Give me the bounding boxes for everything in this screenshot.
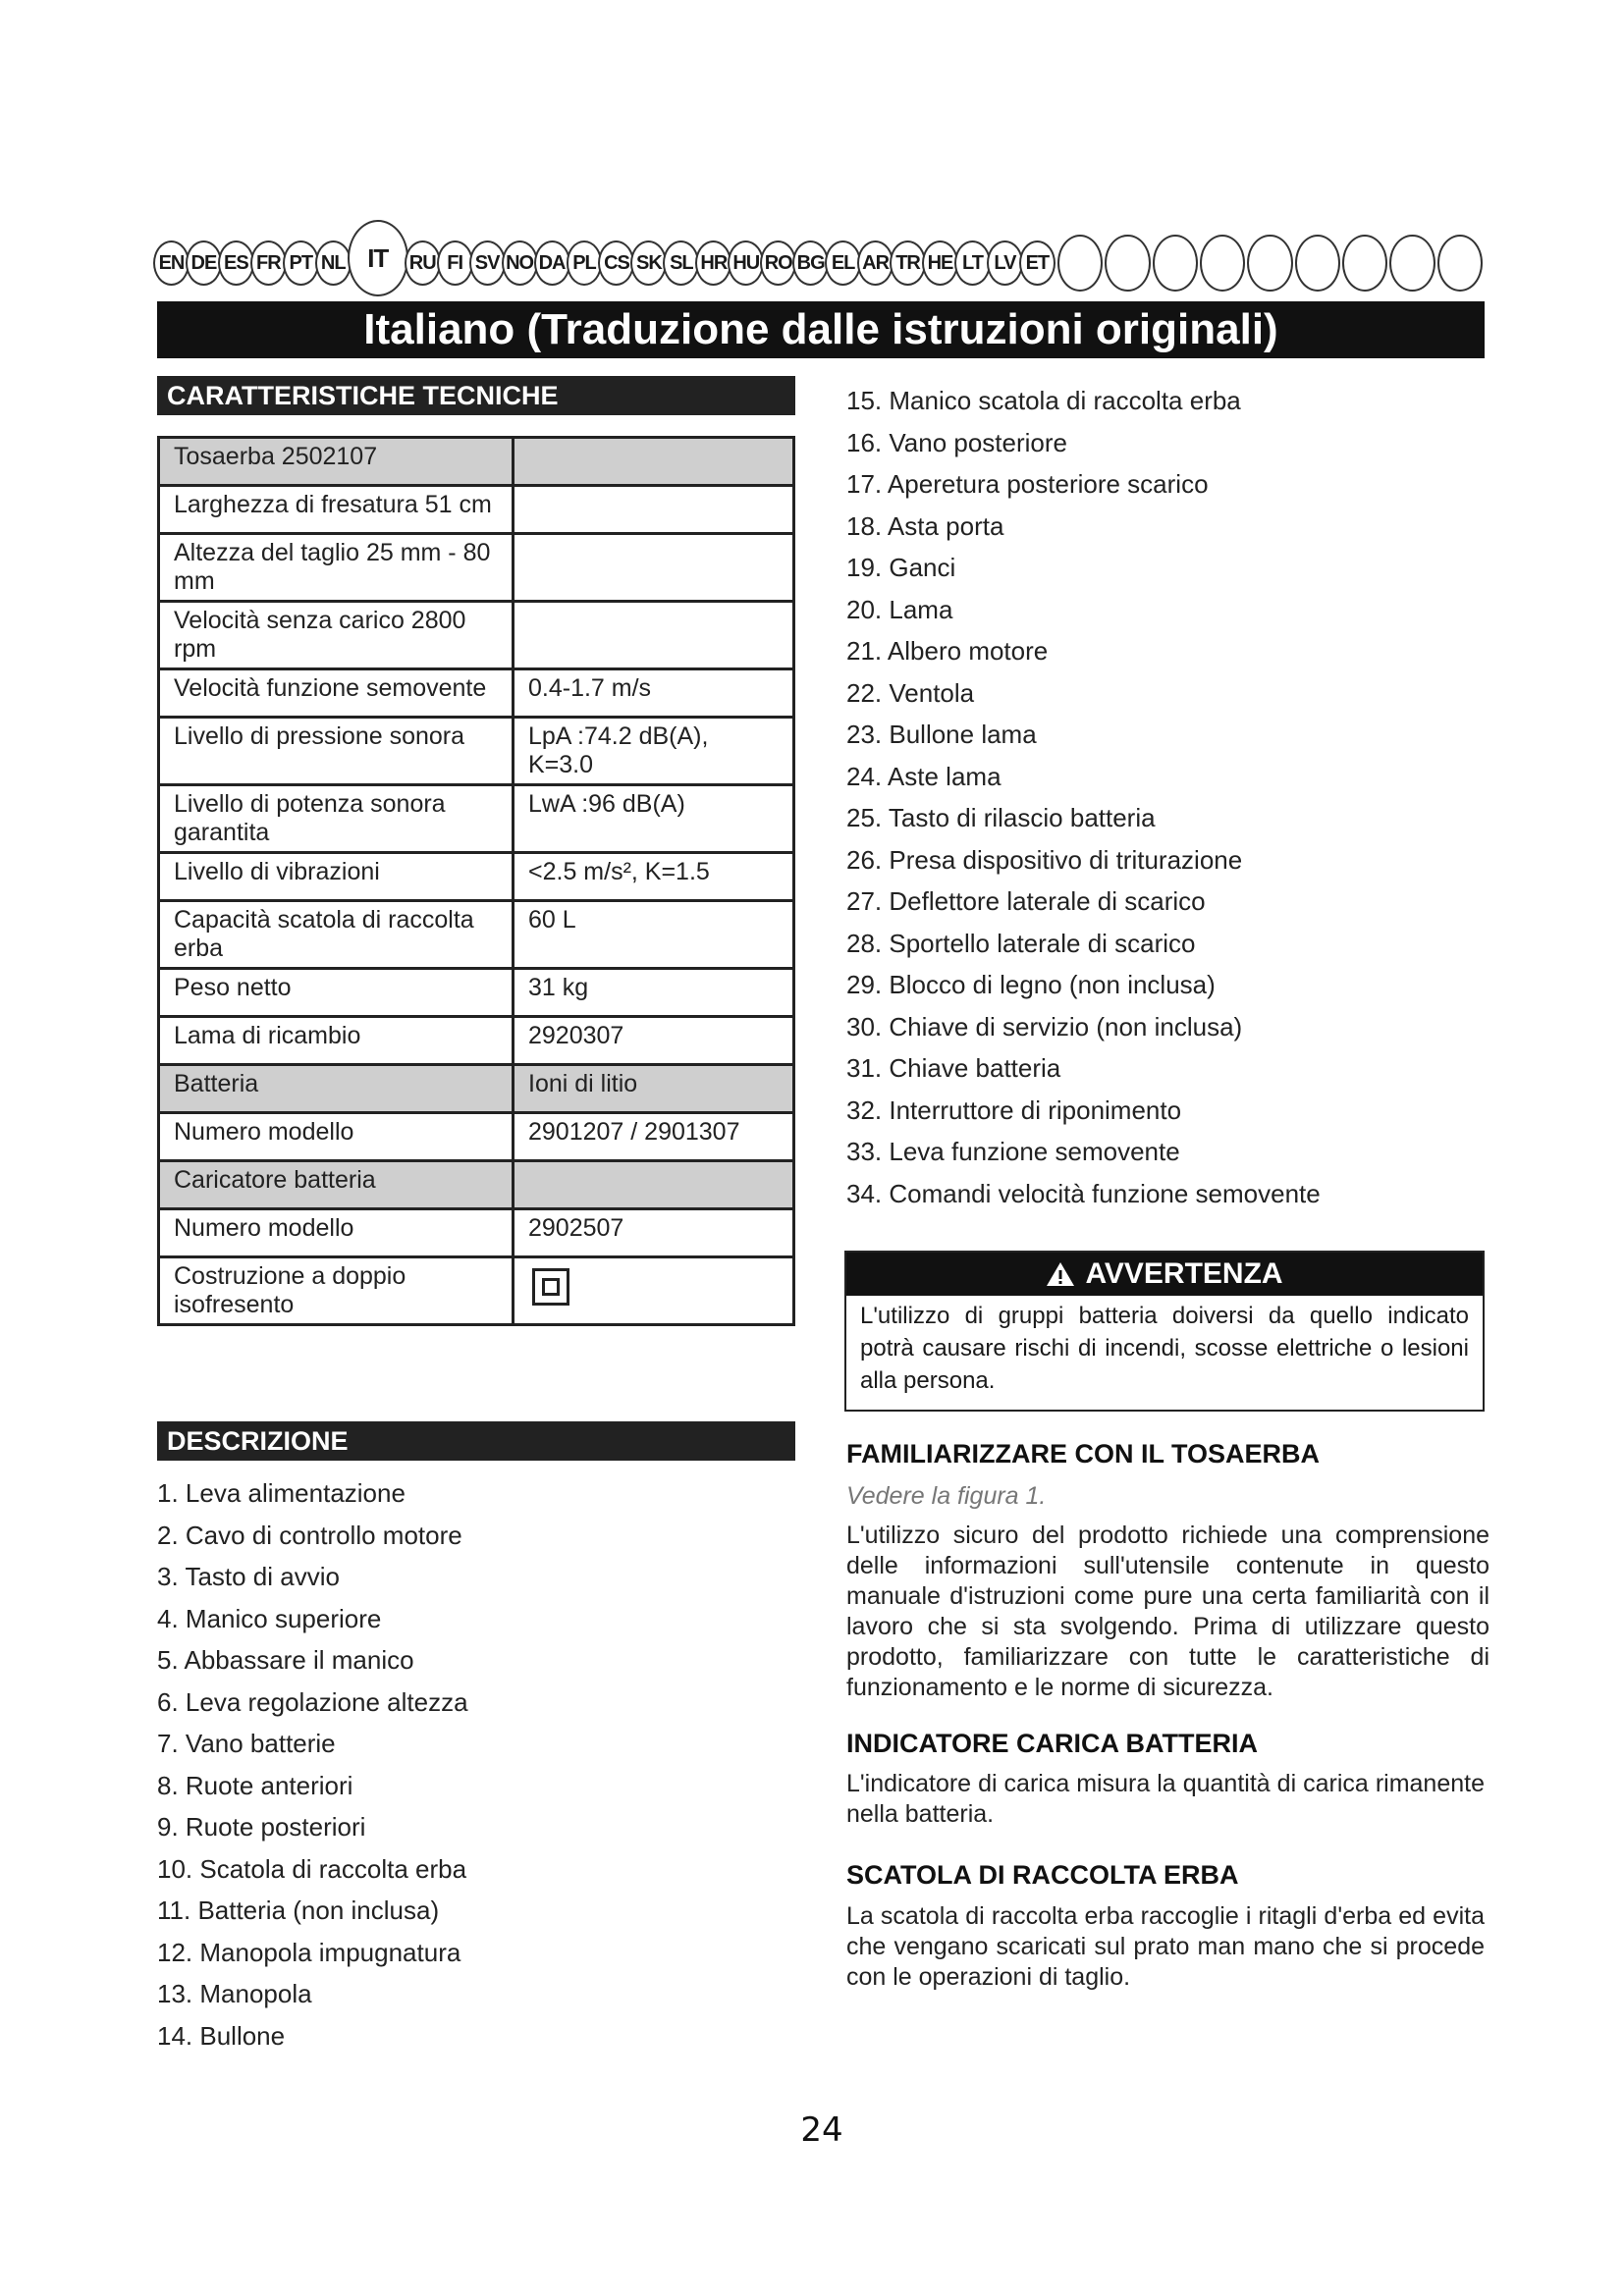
spec-value: LwA :96 dB(A): [514, 785, 794, 853]
spec-value: [514, 1257, 794, 1325]
spec-row: [159, 1113, 794, 1161]
grass-box-heading: SCATOLA DI RACCOLTA ERBA: [846, 1860, 1239, 1890]
spec-row: [159, 853, 794, 901]
spec-row: [159, 901, 794, 969]
figure-reference: Vedere la figura 1.: [846, 1482, 1047, 1510]
description-item: 3. Tasto di avvio: [157, 1562, 340, 1591]
language-tab-he: HE: [922, 240, 958, 286]
language-tab-empty: [1057, 235, 1103, 292]
description-item: 28. Sportello laterale di scarico: [846, 928, 1196, 958]
spec-value: 2920307: [514, 1017, 794, 1065]
language-tab-no: NO: [502, 240, 538, 286]
language-tab-ar: AR: [857, 240, 893, 286]
spec-row: [159, 1161, 794, 1209]
language-tab-sk: SK: [630, 240, 667, 286]
spec-value: 0.4-1.7 m/s: [514, 669, 794, 718]
familiarize-text: L'utilizzo sicuro del prodotto richiede una comprensione delle informazioni sull'utensile contenute in questo manuale d'istruzioni come pure una certa familiarità con il lavoro che si sta svolgendo. Prima di utilizzare questo prodotto, familiarizzare con tutte le caratteristiche di funzionamento e le norme di sicurezza.: [846, 1522, 1489, 1701]
description-item: 20. Lama: [846, 594, 953, 624]
spec-value: [514, 602, 794, 669]
grass-box-text: La scatola di raccolta erba raccoglie i ritagli d'erba ed evita che vengano scaricati sul prato man mano che si procede con le operazioni di taglio.: [846, 1902, 1485, 1991]
page-number: 24: [800, 2110, 843, 2150]
description-item: 11. Batteria (non inclusa): [157, 1896, 440, 1925]
description-list-left: [157, 1472, 785, 2056]
warning-header: [846, 1253, 1483, 1296]
page-title: Italiano (Traduzione dalle istruzioni originali): [157, 301, 1485, 358]
language-tab-ru: RU: [405, 240, 441, 286]
description-item: 8. Ruote anteriori: [157, 1770, 353, 1800]
language-tab-hr: HR: [695, 240, 731, 286]
spec-value: LpA :74.2 dB(A), K=3.0: [514, 718, 794, 785]
spec-value: 2901207 / 2901307: [514, 1113, 794, 1161]
language-tab-empty: [1200, 235, 1245, 292]
description-item: 21. Albero motore: [846, 636, 1049, 666]
warning-box: [844, 1251, 1485, 1412]
spec-row: [159, 438, 794, 486]
spec-value: [514, 534, 794, 602]
spec-label: Numero modello: [159, 1113, 514, 1161]
description-item: 12. Manopola impugnatura: [157, 1937, 461, 1967]
spec-label: Altezza del taglio 25 mm - 80 mm: [159, 534, 514, 602]
spec-label: Peso netto: [159, 969, 514, 1017]
description-item: 34. Comandi velocità funzione semovente: [846, 1178, 1321, 1208]
description-item: 32. Interruttore di riponimento: [846, 1095, 1182, 1125]
spec-value: [514, 438, 794, 486]
spec-value: 2902507: [514, 1209, 794, 1257]
language-tab-cs: CS: [598, 240, 634, 286]
spec-value: <2.5 m/s², K=1.5: [514, 853, 794, 901]
description-item: 10. Scatola di raccolta erba: [157, 1853, 467, 1884]
spec-label: Caricatore batteria: [159, 1161, 514, 1209]
language-tab-empty: [1105, 235, 1150, 292]
language-tab-el: EL: [825, 240, 861, 286]
description-item: 30. Chiave di servizio (non inclusa): [846, 1011, 1243, 1041]
language-tab-hu: HU: [728, 240, 764, 286]
spec-row: [159, 1209, 794, 1257]
language-tab-tr: TR: [890, 240, 926, 286]
description-item: 1. Leva alimentazione: [157, 1478, 406, 1508]
language-tab-empty: [1389, 235, 1435, 292]
warning-title: AVVERTENZA: [1085, 1257, 1283, 1290]
description-item: 4. Manico superiore: [157, 1603, 382, 1633]
battery-indicator-heading: INDICATORE CARICA BATTERIA: [846, 1729, 1258, 1758]
spec-label: Velocità senza carico 2800 rpm: [159, 602, 514, 669]
language-tab-lt: LT: [954, 240, 991, 286]
language-tab-empty: [1437, 235, 1483, 292]
description-item: 7. Vano batterie: [157, 1729, 336, 1758]
language-tabs: [157, 234, 1483, 293]
spec-row: [159, 486, 794, 534]
language-tab-lv: LV: [987, 240, 1023, 286]
language-tab-empty: [1295, 235, 1340, 292]
language-tab-nl: NL: [315, 240, 352, 286]
spec-label: Velocità funzione semovente: [159, 669, 514, 718]
spec-label: Numero modello: [159, 1209, 514, 1257]
description-item: 22. Ventola: [846, 677, 975, 708]
description-item: 18. Asta porta: [846, 510, 1004, 541]
spec-label: Batteria: [159, 1065, 514, 1113]
spec-row: [159, 534, 794, 602]
spec-value: Ioni di litio: [514, 1065, 794, 1113]
description-item: 15. Manico scatola di raccolta erba: [846, 386, 1241, 415]
spec-label: Livello di potenza sonora garantita: [159, 785, 514, 853]
description-item: 26. Presa dispositivo di triturazione: [846, 844, 1243, 875]
spec-row: [159, 718, 794, 785]
spec-row: [159, 969, 794, 1017]
specs-heading: CARATTERISTICHE TECNICHE: [157, 376, 795, 415]
description-item: 2. Cavo di controllo motore: [157, 1520, 462, 1550]
description-item: 24. Aste lama: [846, 761, 1001, 791]
description-item: 5. Abbassare il manico: [157, 1645, 414, 1675]
language-tab-fi: FI: [437, 240, 473, 286]
spec-label: Lama di ricambio: [159, 1017, 514, 1065]
familiarize-heading: FAMILIARIZZARE CON IL TOSAERBA: [846, 1439, 1321, 1468]
spec-label: Capacità scatola di raccolta erba: [159, 901, 514, 969]
description-list-right: [846, 380, 1485, 1214]
description-item: 16. Vano posteriore: [846, 427, 1067, 457]
description-item: 14. Bullone: [157, 2020, 286, 2051]
language-tab-bg: BG: [792, 240, 829, 286]
description-item: 9. Ruote posteriori: [157, 1812, 366, 1842]
spec-row: [159, 1065, 794, 1113]
language-tab-es: ES: [218, 240, 254, 286]
warning-text: L'utilizzo di gruppi batteria doiversi da quello indicato potrà causare rischi di incendi, scosse elettriche o lesioni alla persona.: [860, 1303, 1469, 1394]
description-item: 33. Leva funzione semovente: [846, 1137, 1180, 1166]
double-insulation-icon: [532, 1268, 569, 1306]
spec-label: Livello di pressione sonora: [159, 718, 514, 785]
language-tab-pt: PT: [283, 240, 319, 286]
language-tab-empty: [1153, 235, 1198, 292]
spec-label: Costruzione a doppio isofresento: [159, 1257, 514, 1325]
spec-row: [159, 1017, 794, 1065]
description-item: 31. Chiave batteria: [846, 1053, 1061, 1083]
description-heading: DESCRIZIONE: [157, 1421, 795, 1461]
warning-triangle-icon: [1046, 1261, 1075, 1287]
language-tab-sl: SL: [663, 240, 699, 286]
description-item: 29. Blocco di legno (non inclusa): [846, 970, 1216, 999]
description-item: 25. Tasto di rilascio batteria: [846, 803, 1156, 832]
language-tab-de: DE: [186, 240, 222, 286]
language-tab-empty: [1247, 235, 1292, 292]
language-tab-empty: [1342, 235, 1387, 292]
description-item: 6. Leva regolazione altezza: [157, 1686, 468, 1717]
language-tab-pl: PL: [567, 240, 603, 286]
language-tab-et: ET: [1019, 240, 1056, 286]
language-tab-fr: FR: [250, 240, 287, 286]
spec-row: [159, 669, 794, 718]
battery-indicator-text: L'indicatore di carica misura la quantità di carica rimanente nella batteria.: [846, 1770, 1485, 1828]
spec-value: 60 L: [514, 901, 794, 969]
description-item: 19. Ganci: [846, 553, 956, 582]
spec-value: [514, 486, 794, 534]
language-tab-da: DA: [534, 240, 570, 286]
spec-row: [159, 785, 794, 853]
spec-row: [159, 1257, 794, 1325]
language-tab-en: EN: [153, 240, 189, 286]
spec-label: Livello di vibrazioni: [159, 853, 514, 901]
language-tab-it: IT: [348, 220, 408, 296]
spec-value: 31 kg: [514, 969, 794, 1017]
spec-row: [159, 602, 794, 669]
spec-label: Larghezza di fresatura 51 cm: [159, 486, 514, 534]
spec-value: [514, 1161, 794, 1209]
description-item: 17. Aperetura posteriore scarico: [846, 469, 1209, 499]
description-item: 27. Deflettore laterale di scarico: [846, 886, 1206, 916]
description-item: 23. Bullone lama: [846, 720, 1037, 749]
language-tab-sv: SV: [469, 240, 506, 286]
specs-table: [157, 436, 795, 1326]
language-tab-ro: RO: [760, 240, 796, 286]
description-item: 13. Manopola: [157, 1979, 312, 2008]
spec-label: Tosaerba 2502107: [159, 438, 514, 486]
